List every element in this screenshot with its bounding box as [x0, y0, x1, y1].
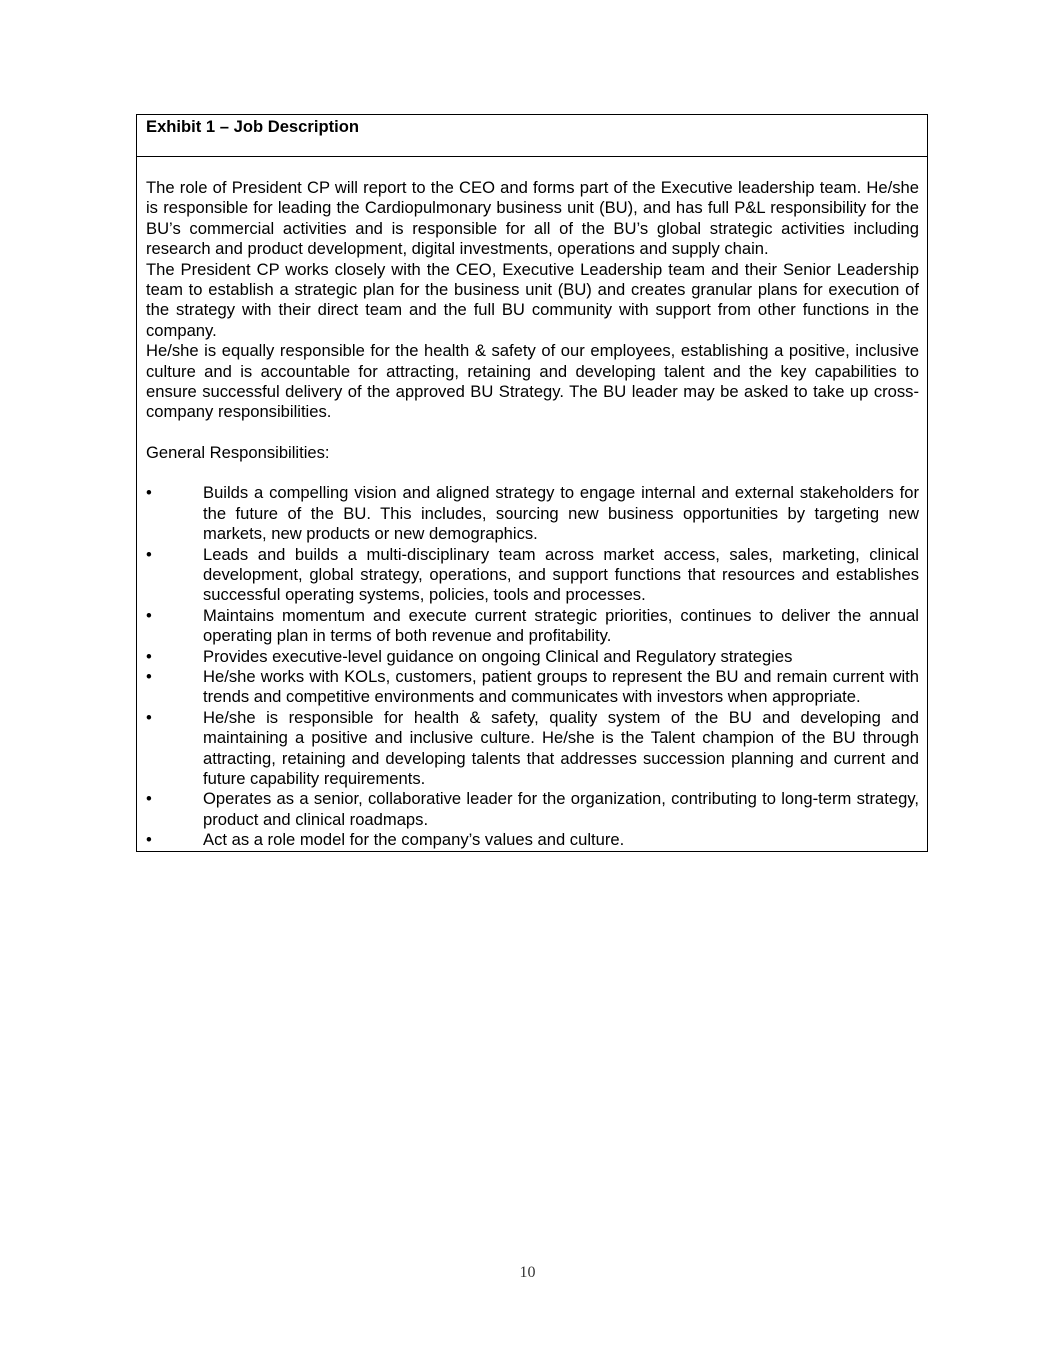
exhibit-title: Exhibit 1 – Job Description: [137, 115, 927, 157]
bullet-icon: •: [146, 544, 152, 564]
collaboration-paragraph: The President CP works closely with the CEO, Executive Leadership team and their Senior Leadership team to establish a strategic plan for the business unit (BU) and creates granular plans for execution of the strategy with their direct team and the full BU community with support from other functions in the company.: [146, 259, 919, 340]
list-item: [146, 545, 919, 606]
bullet-icon: •: [146, 646, 152, 666]
list-item: [146, 647, 919, 667]
bullet-icon: •: [146, 605, 152, 625]
bullet-icon: •: [146, 483, 152, 503]
list-item-text: Leads and builds a multi-disciplinary team across market access, sales, marketing, clinical development, global strategy, operations, and support functions that resources and establishes successful operating systems, policies, tools and processes.: [203, 544, 919, 605]
page-number: 10: [519, 1264, 536, 1281]
responsibilities-heading: General Responsibilities:: [146, 442, 330, 462]
list-item-text: He/she is responsible for health & safety, quality system of the BU and developing and maintaining a positive and inclusive culture. He/she is the Talent champion of the BU through attracting, retaining and developing talents that addresses succession planning and current and future capability requirements.: [203, 707, 919, 788]
list-item: [146, 667, 919, 708]
list-item: [146, 830, 919, 850]
list-item: [146, 483, 919, 544]
list-item-text: Act as a role model for the company’s values and culture.: [203, 830, 625, 850]
role-paragraph: The role of President CP will report to the CEO and forms part of the Executive leadership team. He/she is responsible for leading the Cardiopulmonary business unit (BU), and has full P&L responsibility for the BU’s commercial activities and is responsible for all of the BU’s global strategic activities including research and product development, digital investments, operations and supply chain.: [146, 178, 919, 259]
list-item: [146, 708, 919, 790]
list-item: [146, 606, 919, 647]
list-item-text: Builds a compelling vision and aligned strategy to engage internal and external stakeholders for the future of the BU. This includes, sourcing new business opportunities by targeting new markets, new products or new demographics.: [203, 483, 919, 544]
list-item: [146, 789, 919, 830]
responsibilities-list: [146, 483, 919, 850]
bullet-icon: •: [146, 707, 152, 727]
list-item-text: Operates as a senior, collaborative leader for the organization, contributing to long-term strategy, product and clinical roadmaps.: [203, 789, 919, 829]
exhibit-box: [136, 114, 928, 852]
bullet-icon: •: [146, 830, 152, 850]
bullet-icon: •: [146, 789, 152, 809]
exhibit-body: [137, 157, 927, 851]
list-item-text: Provides executive-level guidance on ongoing Clinical and Regulatory strategies: [203, 646, 793, 666]
list-item-text: Maintains momentum and execute current strategic priorities, continues to deliver the annual operating plan in terms of both revenue and profitability.: [203, 605, 919, 646]
culture-paragraph: He/she is equally responsible for the health & safety of our employees, establishing a positive, inclusive culture and is accountable for attracting, retaining and developing talent and the key capabilities to ensure successful delivery of the approved BU Strategy. The BU leader may be asked to take up cross- company responsibilities.: [146, 341, 919, 422]
list-item-text: He/she works with KOLs, customers, patient groups to represent the BU and remain current with trends and competitive environments and communicates with investors when appropriate.: [203, 666, 919, 707]
bullet-icon: •: [146, 666, 152, 686]
